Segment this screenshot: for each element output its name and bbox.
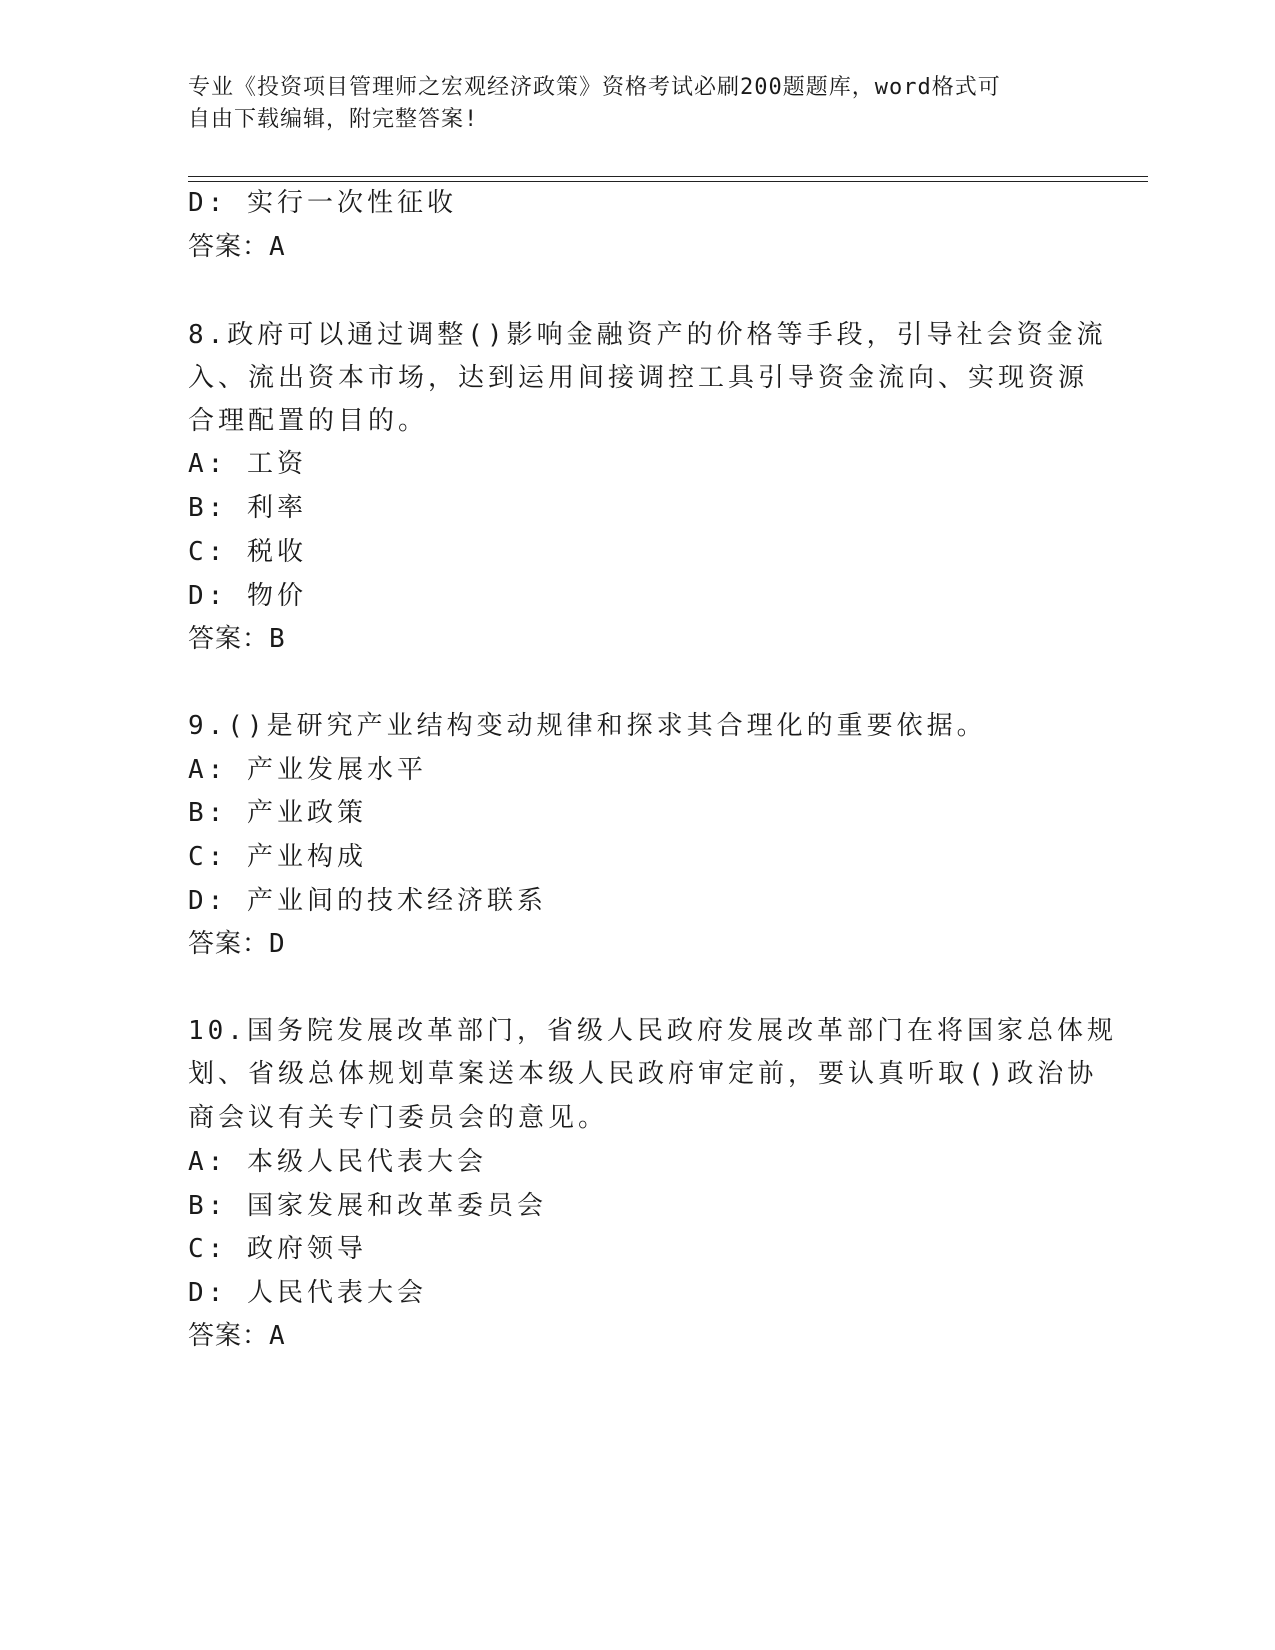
q8-text-line-2: 入、流出资本市场，达到运用间接调控工具引导资金流向、实现资源 <box>188 363 1089 393</box>
q9-option-a: A: 产业发展水平 <box>188 755 427 785</box>
q9-option-c: C: 产业构成 <box>188 842 367 872</box>
q8-option-c: C: 税收 <box>188 537 307 567</box>
q9-answer: 答案：D <box>188 929 286 959</box>
page-header <box>188 72 1088 136</box>
q10-text-line-2: 划、省级总体规划草案送本级人民政府审定前，要认真听取()政治协 <box>188 1059 1098 1089</box>
q8-option-a: A: 工资 <box>188 449 307 479</box>
q9-text-line-1: 9.()是研究产业结构变动规律和探求其合理化的重要依据。 <box>188 711 987 741</box>
header-divider-bottom <box>188 181 1148 182</box>
q9-option-b: B: 产业政策 <box>188 798 367 828</box>
prev-answer: 答案：A <box>188 232 286 262</box>
q9-option-d: D: 产业间的技术经济联系 <box>188 886 547 916</box>
q10-option-b: B: 国家发展和改革委员会 <box>188 1191 547 1221</box>
q8-answer: 答案：B <box>188 624 286 654</box>
q10-answer: 答案：A <box>188 1321 286 1351</box>
header-divider-top <box>188 176 1148 177</box>
q10-text-line-3: 商会议有关专门委员会的意见。 <box>188 1103 609 1133</box>
q8-text-line-3: 合理配置的目的。 <box>188 406 429 436</box>
prev-option-d: D: 实行一次性征收 <box>188 188 457 218</box>
q10-text-line-1: 10.国务院发展改革部门，省级人民政府发展改革部门在将国家总体规 <box>188 1016 1117 1046</box>
header-line-1: 专业《投资项目管理师之宏观经济政策》资格考试必刷200题题库，word格式可 <box>188 75 1001 100</box>
header-line-2: 自由下载编辑，附完整答案! <box>188 107 479 132</box>
q10-option-a: A: 本级人民代表大会 <box>188 1147 487 1177</box>
q8-option-b: B: 利率 <box>188 493 307 523</box>
q10-option-d: D: 人民代表大会 <box>188 1278 427 1308</box>
q10-option-c: C: 政府领导 <box>188 1234 367 1264</box>
q8-option-d: D: 物价 <box>188 581 307 611</box>
q8-text-line-1: 8.政府可以通过调整()影响金融资产的价格等手段，引导社会资金流 <box>188 320 1107 350</box>
